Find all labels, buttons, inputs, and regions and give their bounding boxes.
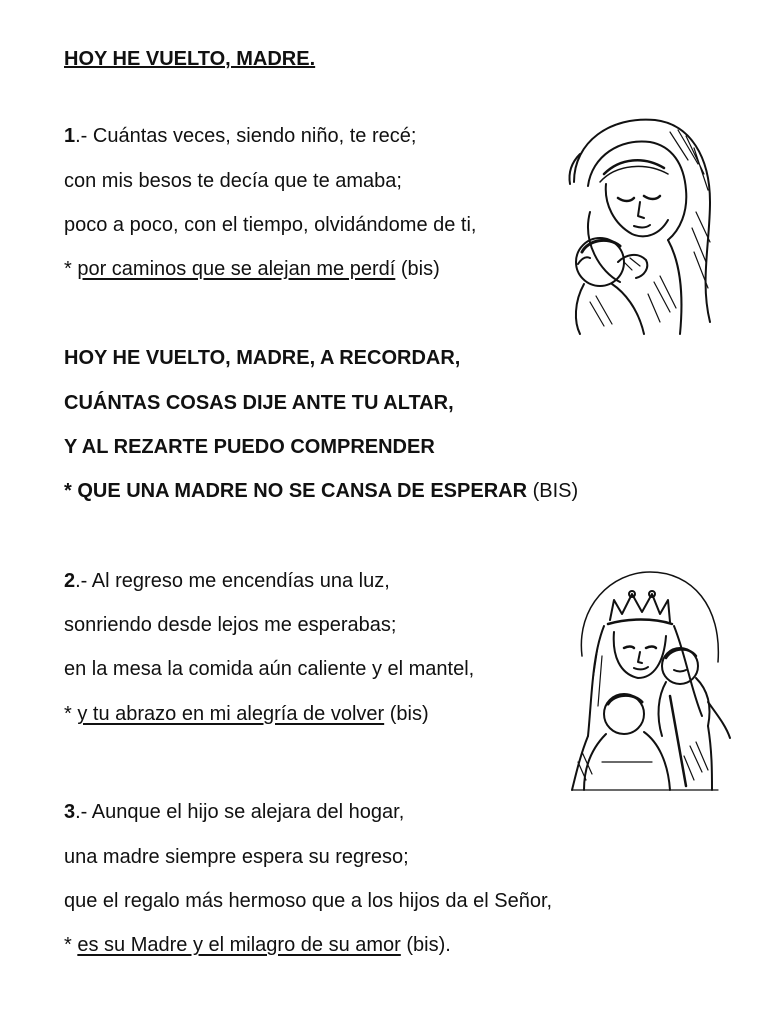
verse-3-bis: (bis). xyxy=(400,934,451,956)
verse-3-line-2: una madre siempre espera su regreso; xyxy=(64,846,409,868)
verse-1-refrain-underlined: por caminos que se alejan me perdí xyxy=(77,258,396,280)
crowned-madonna-illustration xyxy=(562,566,734,792)
verse-2-line-1 xyxy=(64,569,390,593)
refrain-star: * xyxy=(64,258,78,280)
verse-1-line-2: con mis besos te decía que te amaba; xyxy=(64,170,402,192)
verse-1-text-1: .- Cuántas veces, siendo niño, te recé; xyxy=(75,125,417,147)
chorus-last-bold: * QUE UNA MADRE NO SE CANSA DE ESPERAR xyxy=(64,480,528,502)
verse-1-refrain xyxy=(64,257,440,281)
verse-3-line-3: que el regalo más hermoso que a los hijos da el Señor, xyxy=(64,890,553,912)
verse-3-refrain-underlined: es su Madre y el milagro de su amor xyxy=(77,934,401,956)
chorus-bis: (BIS) xyxy=(527,480,579,502)
verse-2-refrain xyxy=(64,702,429,726)
chorus-line-4 xyxy=(64,479,578,503)
verse-1-bis: (bis) xyxy=(395,258,440,280)
verse-2-refrain-underlined: y tu abrazo en mi alegría de volver xyxy=(77,703,385,725)
verse-2-line-3: en la mesa la comida aún caliente y el mantel, xyxy=(64,658,475,680)
verse-3-number: 3 xyxy=(64,801,76,823)
verse-1-line-1 xyxy=(64,124,416,148)
verse-2-text-1: .- Al regreso me encendías una luz, xyxy=(75,570,390,592)
chorus-line-2: CUÁNTAS COSAS DIJE ANTE TU ALTAR, xyxy=(64,392,454,414)
refrain-star: * xyxy=(64,934,78,956)
mother-and-child-illustration xyxy=(560,112,720,336)
verse-1-line-3: poco a poco, con el tiempo, olvidándome de ti, xyxy=(64,214,477,236)
verse-3-line-1 xyxy=(64,800,404,824)
verse-3-refrain xyxy=(64,933,451,957)
chorus-line-3: Y AL REZARTE PUEDO COMPRENDER xyxy=(64,436,435,458)
verse-2-number: 2 xyxy=(64,570,76,592)
verse-3-text-1: .- Aunque el hijo se alejara del hogar, xyxy=(75,801,405,823)
verse-2-bis: (bis) xyxy=(384,703,429,725)
verse-2-line-2: sonriendo desde lejos me esperabas; xyxy=(64,614,397,636)
page-title: HOY HE VUELTO, MADRE. xyxy=(64,48,316,70)
refrain-star: * xyxy=(64,703,78,725)
verse-1-number: 1 xyxy=(64,125,76,147)
chorus-line-1: HOY HE VUELTO, MADRE, A RECORDAR, xyxy=(64,347,461,369)
